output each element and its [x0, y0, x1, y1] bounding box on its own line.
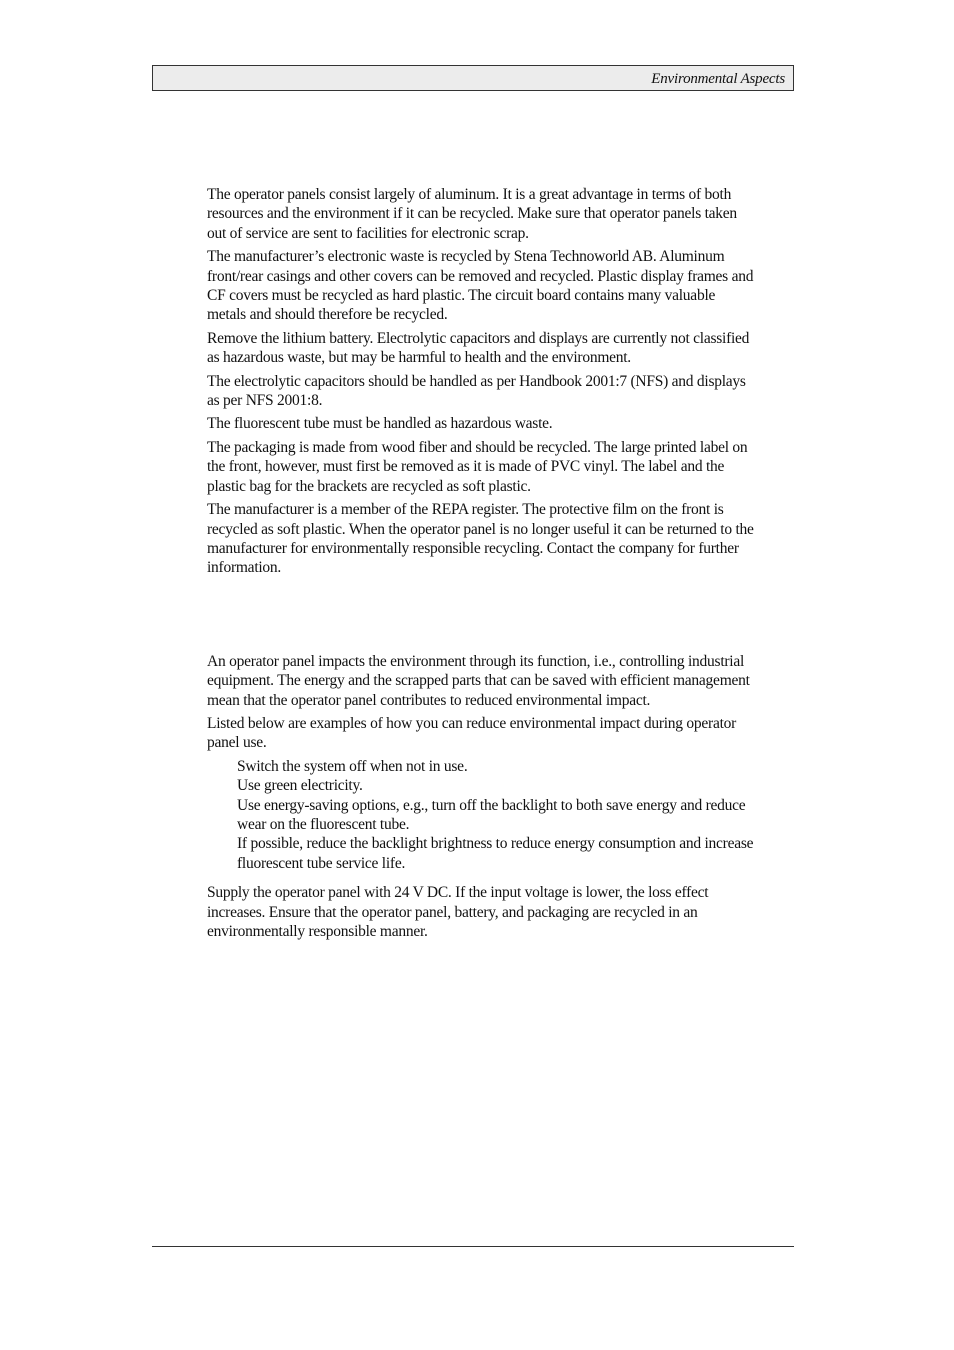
paragraph: Supply the operator panel with 24 V DC. If the input voltage is lower, the loss effect increases. Ensure that the operator panel, battery, and packaging are recycled in an environmentally responsible manner.	[207, 884, 709, 940]
list-item: If possible, reduce the backlight brightness to reduce energy consumption and increase fluorescent tube service life.	[237, 835, 754, 872]
list-item: Switch the system off when not in use.	[237, 757, 468, 775]
paragraph: The fluorescent tube must be handled as hazardous waste.	[207, 415, 553, 433]
list-item: Use energy-saving options, e.g., turn off the backlight to both save energy and reduce wear on the fluorescent tube.	[237, 796, 746, 833]
recycling-section	[207, 185, 755, 578]
paragraph: Remove the lithium battery. Electrolytic capacitors and displays are currently not classified as hazardous waste, but may be harmful to health and the environment.	[207, 329, 750, 367]
list-item: Use green electricity.	[237, 777, 363, 795]
paragraph: The operator panels consist largely of aluminum. It is a great advantage in terms of both resources and the environment if it can be recycled. Make sure that operator panels taken out of service are sent to facilities for electronic scrap.	[207, 186, 737, 242]
usage-section	[207, 652, 755, 942]
footer-divider	[152, 1246, 794, 1247]
paragraph: The packaging is made from wood fiber and should be recycled. The large printed label on the front, however, must first be removed as it is made of PVC vinyl. The label and the plastic bag for the brackets are recycled as soft plastic.	[207, 438, 748, 495]
paragraph: Listed below are examples of how you can reduce environmental impact during operator panel use.	[207, 714, 737, 752]
page-header	[152, 65, 794, 91]
paragraph: The manufacturer is a member of the REPA register. The protective film on the front is recycled as soft plastic. When the operator panel is no longer useful it can be returned to the manufacturer for environmentally responsible recycling. Contact the company for further information.	[207, 501, 754, 577]
paragraph: The electrolytic capacitors should be handled as per Handbook 2001:7 (NFS) and displays as per NFS 2001:8.	[207, 372, 746, 410]
header-title: Environmental Aspects	[651, 71, 785, 87]
page-content	[207, 185, 755, 945]
paragraph: An operator panel impacts the environment through its function, i.e., controlling industrial equipment. The energy and the scrapped parts that can be saved with efficient management mean that the operator panel contributes to reduced environmental impact.	[207, 652, 750, 709]
energy-tips-list	[237, 757, 755, 873]
paragraph: The manufacturer’s electronic waste is recycled by Stena Technoworld AB. Aluminum front/rear casings and other covers can be removed and recycled. Plastic display frames and CF covers must be recycled as hard plastic. The circuit board contains many valuable metals and should therefore be recycled.	[207, 248, 754, 324]
section-spacer	[207, 582, 755, 652]
